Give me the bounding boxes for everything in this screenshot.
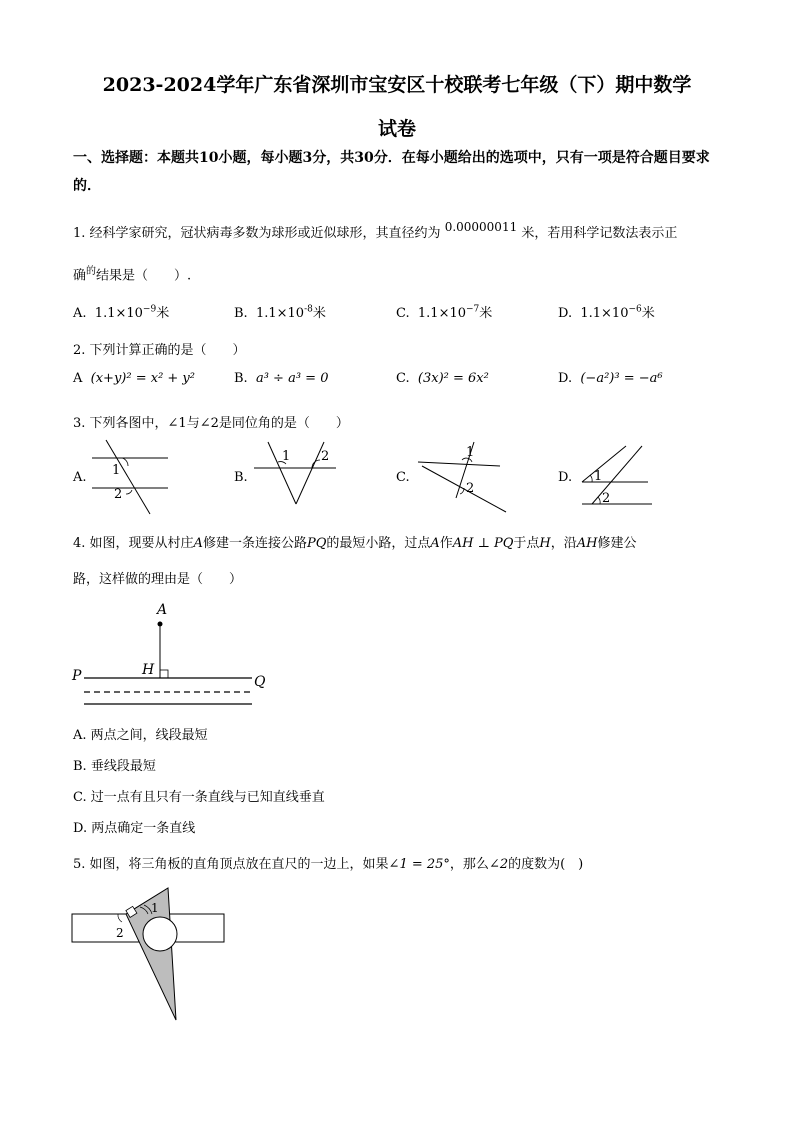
q2-option-b <box>234 371 328 386</box>
q1-option-b-exp: -8 <box>304 304 313 315</box>
q4-option-a: A. 两点之间，线段最短 <box>73 728 208 743</box>
q1-option-b-label: B. <box>234 306 248 321</box>
q2-option-a <box>73 371 195 386</box>
question-2: 2. 下列计算正确的是（ ） <box>73 343 246 358</box>
q2-option-d-expr: (−a²)³ = −a⁶ <box>580 371 663 386</box>
exam-title-line2: 试卷 <box>377 118 416 140</box>
q1-option-a-base: 1.1×10 <box>94 306 143 321</box>
question-4 <box>73 532 637 551</box>
q3a-angle-2: 2 <box>114 487 123 502</box>
q4-text-d: 作 <box>439 536 453 551</box>
exam-title-line1: 2023-2024学年广东省深圳市宝安区十校联考七年级（下）期中数学 <box>102 74 692 96</box>
q4-option-d: D. 两点确定一条直线 <box>73 821 196 836</box>
q1-text-c-small: 的 <box>86 266 97 277</box>
q5-text-c: 的度数为( ) <box>508 857 584 872</box>
section-heading: 一、选择题：本题共10小题，每小题3分，共30分．在每小题给出的选项中，只有一项是符合题目要求的． <box>73 150 710 194</box>
q4-option-c: C. 过一点有且只有一条直线与已知直线垂直 <box>73 790 325 805</box>
q5-condition: ∠1 = 25° <box>388 857 450 872</box>
q1-option-c-unit: 米 <box>479 306 493 321</box>
q5-triangle-hole <box>143 917 177 951</box>
q3b-angle-1: 1 <box>282 449 291 464</box>
q2-option-b-expr: a³ ÷ a³ = 0 <box>255 371 329 386</box>
q2-option-a-expr: (x+y)² = x² + y² <box>90 371 195 386</box>
q3-label-a: A. <box>73 470 87 485</box>
q5-figure <box>70 880 230 1025</box>
q1-option-a <box>73 302 169 321</box>
q1-option-a-unit: 米 <box>156 306 170 321</box>
q1-option-b-unit: 米 <box>312 306 326 321</box>
q3-figure-d <box>578 440 658 510</box>
q1-option-c-label: C. <box>396 306 410 321</box>
q4-text-e: 于点 <box>513 536 540 551</box>
q1-option-d-base: 1.1×10 <box>580 306 629 321</box>
q2-option-c-label: C. <box>396 371 410 386</box>
q3-figure-c <box>414 440 514 515</box>
question-1-line2 <box>73 262 191 283</box>
q1-text-b: 米，若用科学记数法表示正 <box>521 226 678 241</box>
q3b-angle-2: 2 <box>321 449 330 464</box>
q1-option-a-label: A. <box>73 306 87 321</box>
q4-fig-q: Q <box>254 674 266 690</box>
q3-label-c: C. <box>396 470 410 485</box>
q1-option-c-base: 1.1×10 <box>417 306 466 321</box>
q2-option-d <box>558 371 663 386</box>
q4-fig-a: A <box>157 602 168 618</box>
q1-text-a: 1. 经科学家研究，冠状病毒多数为球形或近似球形，其直径约为 <box>73 226 441 241</box>
question-3: 3. 下列各图中，∠1与∠2是同位角的是（ ） <box>73 416 349 431</box>
q1-option-a-exp: −9 <box>142 304 157 315</box>
q3c-angle-2: 2 <box>466 481 475 496</box>
question-4-line2: 路，这样做的理由是（ ） <box>73 572 243 587</box>
q1-option-d <box>558 302 655 321</box>
q4-fig-h: H <box>142 662 155 678</box>
q3-figure-b <box>250 440 340 508</box>
q3-label-d: D. <box>558 470 573 485</box>
q3d-angle-2: 2 <box>602 491 611 506</box>
q3c-angle-1: 1 <box>466 445 475 460</box>
q5-angle-1: 1 <box>151 901 159 915</box>
q3d-angle-1: 1 <box>594 469 603 484</box>
q4-perp: AH ⊥ PQ <box>452 536 514 551</box>
q4-text-a: 4. 如图，现要从村庄 <box>73 536 194 551</box>
q4-road-pq: PQ <box>306 536 327 551</box>
q2-option-d-label: D. <box>558 371 573 386</box>
q3-figure-a <box>84 438 174 516</box>
q4-figure <box>66 598 286 710</box>
q1-option-c-exp: −7 <box>466 304 480 315</box>
q1-option-d-exp: −6 <box>628 304 642 315</box>
q1-text-c: 确 <box>73 268 87 284</box>
q1-number: 0.00000011 <box>444 220 518 234</box>
q1-option-c <box>396 302 492 321</box>
q4-point-a-2: A <box>430 536 440 551</box>
q1-text-d: 结果是（ ）. <box>96 268 192 284</box>
question-5 <box>73 853 583 872</box>
q5-text-b: ，那么 <box>449 857 489 872</box>
q1-option-d-unit: 米 <box>641 306 655 321</box>
q5-target: ∠2 <box>488 857 509 872</box>
q1-option-b <box>234 302 326 321</box>
q4-text-f: ，沿 <box>550 536 577 551</box>
question-1 <box>73 220 677 241</box>
q5-angle-2: 2 <box>116 926 124 940</box>
q5-text-a: 5. 如图，将三角板的直角顶点放在直尺的一边上，如果 <box>73 857 389 872</box>
q4-option-b: B. 垂线段最短 <box>73 759 156 774</box>
q4-text-b: 修建一条连接公路 <box>202 536 307 551</box>
q2-option-a-label: A <box>73 371 83 386</box>
q4-point-h: H <box>539 536 551 551</box>
q4-fig-p: P <box>72 668 82 684</box>
q1-option-b-base: 1.1×10 <box>255 306 305 321</box>
q1-option-d-label: D. <box>558 306 573 321</box>
q3-label-b: B. <box>234 470 248 485</box>
q4-text-c: 的最短小路，过点 <box>326 536 431 551</box>
q3a-angle-1: 1 <box>112 463 121 478</box>
q2-option-c <box>396 371 489 386</box>
q2-option-b-label: B. <box>234 371 248 386</box>
q2-option-c-expr: (3x)² = 6x² <box>417 371 489 386</box>
q4-text-g: 修建公 <box>597 536 637 551</box>
q4-ah: AH <box>576 536 598 551</box>
q4-point-a: A <box>193 536 203 551</box>
